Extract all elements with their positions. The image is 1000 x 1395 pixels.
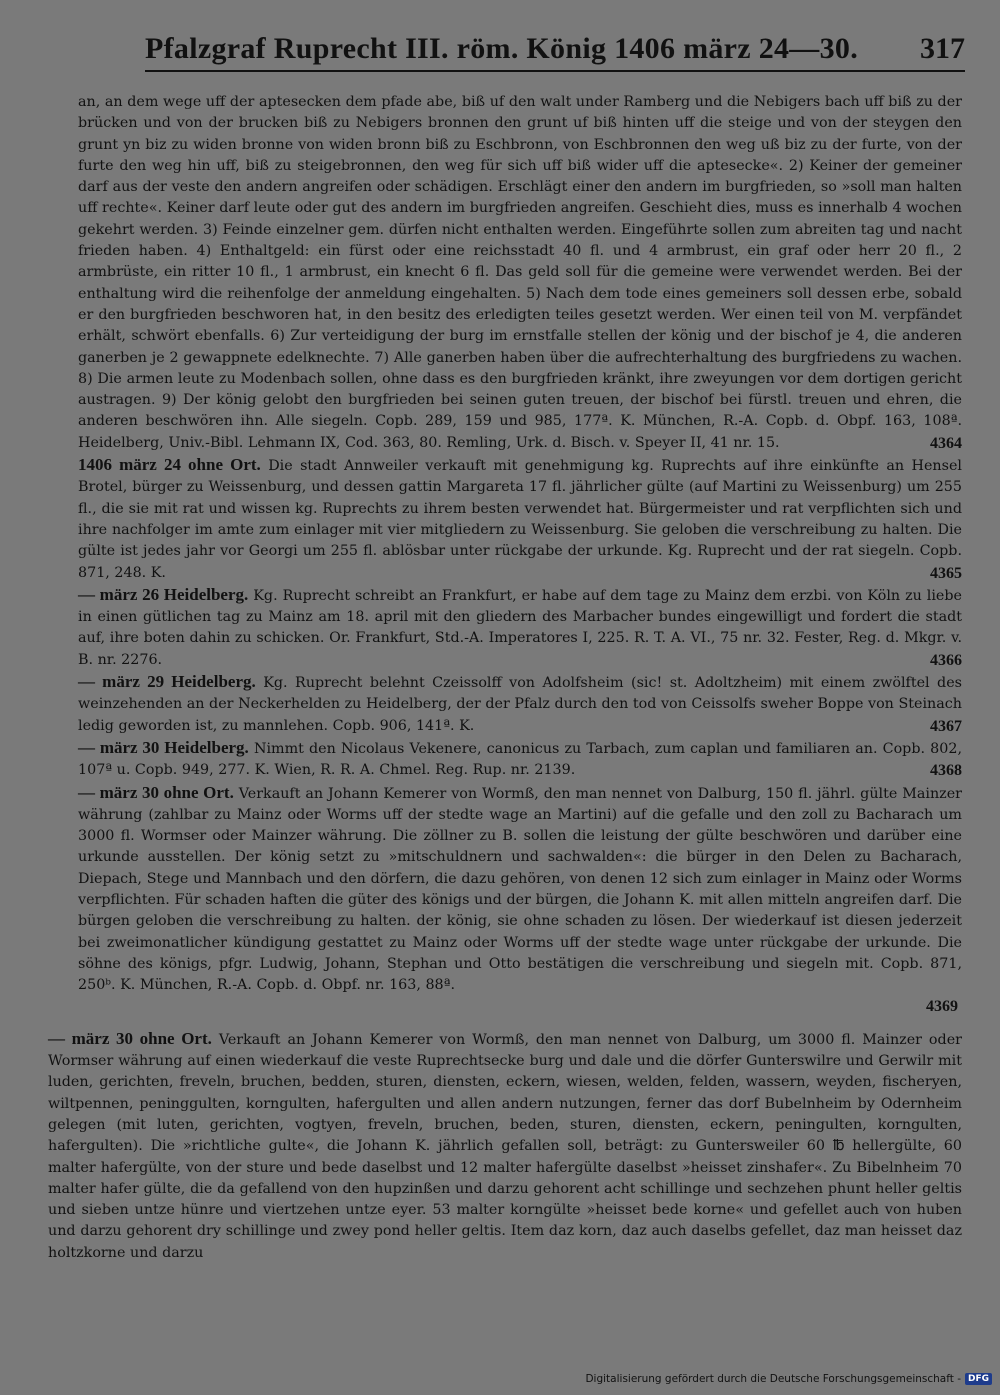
entry-text: Verkauft an Johann Kemerer von Wormß, den man nennet von Dalburg, um 3000 fl. Mainzer oder Wormser währung auf einen wiederkauf die veste Ruprechtsecke burg und dale und die dörfer Gunterswilre und Gerwilr mit luden, gerichten, freveln, bruchen, bedden, sturen, diensten, eckern, wiesen, welden, felden, wassern, weyden, fischeryen, wiltpennen, peninggulten, korngulten, hafergulten und allen andern nutzungen, ferner das dorf Bubelnheim by Odernheim gelegen (mit luten, gerichten, vogtyen, freveln, bruchen, beden, sturen, diensten, eckern, peningulten, korngulten, hafergulten). Die »richtliche gulte«, die Johann K. jährlich gefallen soll, beträgt: zu Guntersweiler 60 ℔ hellergülte, 60 malter hafergülte, von der sture und bede daselbst und 12 malter hafergülte daselbst »heisset zinshafer«. Zu Bibelnheim 70 malter hafer gülte, die da gefallend von den hupzinßen und darzu gehorent acht schillinge und sechzehen phunt heller geltis und sieben untze hünre und viertzehen untze eyer. 53 malter korngülte »heisset bede korne« und gefellet auch von huben und darzu gehorent dry schillinge und zwey pond heller geltis. Item daz korn, daz auch daselbs gefellet, daz man heisset daz holtzkorne und darzu [48,1031,962,1261]
page-number: 317 [920,32,965,65]
continuation-block [78,92,962,454]
continuation-text: an, an dem wege uff der aptesecken dem pfade abe, biß uf den walt under Ramberg und die Nebigers bach uff biß zu der brücken und von der brucken biß zu Nebigers bronnen den grunt uf biß hinten uff die steige und von der steygen den grunt yn biz zu widen bronne von widen bronn biß zu Eschbronn, von Eschbronnen den weg uß biz zu der furte, von der furte den weg hin uff, biß zu steigebronnen, den weg für sich uff biß wider uff die aptesecke«. 2) Keiner der gemeiner darf aus der veste den andern angreifen oder schädigen. Erschlägt einer den andern im burgfrieden, so »soll man halten uff rechte«. Keiner darf leute oder gut des andern im burgfrieden angreifen. Geschieht dies, muss es innerhalb 4 wochen gekehrt werden. 3) Feinde einzelner gem. dürfen nicht enthalten werden. Eingeführte sollen zum abreiten tag und nacht frieden haben. 4) Enthaltgeld: ein fürst oder eine reichsstadt 40 fl. und 4 armbrust, ein graf oder herr 20 fl., 2 armbrüste, ein ritter 10 fl., 1 armbrust, ein knecht 6 fl. Das geld soll für die gemeine were verwendet werden. Bei der enthaltung wird die reihenfolge der anmeldung eingehalten. 5) Nach dem tode eines gemeiners soll dessen erbe, sobald er den burgfrieden beschworen hat, in den besitz des erledigten teiles gesetzt werden. Wer einen teil von M. verpfändet erhält, schwört ebenfalls. 6) Zur verteidigung der burg im ernstfalle stellen der könig und der bischof je 4, die anderen ganerben je 2 gewappnete edelknechte. 7) Alle ganerben haben über die aufrechterhaltung des burgfriedens zu wachen. 8) Die armen leute zu Modenbach sollen, ohne dass es den burgfrieden kränkt, ihre zweyungen vor dem dortigen gericht austragen. 9) Der könig gelobt den burgfrieden bei seinen guten treuen, der bischof bei fürstl. treuen und ehren, die anderen beschwören ihn. Alle siegeln. Copb. 289, 159 und 985, 177ª. K. München, R.-A. Copb. d. Obpf. 163, 108ª. Heidelberg, Univ.-Bibl. Lehmann IX, Cod. 363, 80. Remling, Urk. d. Bisch. v. Speyer II, 41 nr. 15. [78,94,962,451]
entry-4368 [78,737,962,782]
page-title: Pfalzgraf Ruprecht III. röm. König 1406 märz 24—30. [145,32,858,65]
entry-4367 [78,671,962,737]
entry-number: 4364 [930,434,962,452]
entry-heading: — märz 29 Heidelberg. [78,672,256,692]
dfg-logo: DFG [965,1373,992,1385]
entry-heading: — märz 30 Heidelberg. [78,737,249,757]
entry-text: Nimmt den Nicolaus Vekenere, canonicus zu Tarbach, zum caplan und familiaren an. Copb. 802, 107ª u. Copb. 949, 277. K. Wien, R. R. A. Chmel. Reg. Rup. nr. 2139. [78,740,963,779]
entry-number: 4369 [926,998,958,1016]
entry-number: 4368 [930,762,962,780]
footer-text: Digitalisierung gefördert durch die Deutsche Forschungsgemeinschaft - [585,1373,961,1385]
entry-text: Kg. Ruprecht belehnt Czeissolff von Adolfsheim (sic! st. Adoltzheim) mit einem zwölftel des weinzehenden an der Neckerhelden zu Heidelberg, der der Pfalz durch den tod von Ceissolfs sweher Boppe von Steinach ledig geworden ist, zu mannlehen. Copb. 906, 141ª. K. [78,675,963,734]
entry-text: Die stadt Annweiler verkauft mit genehmigung kg. Ruprechts auf ihre einkünfte an Hensel Brotel, bürger zu Weissenburg, und dessen gattin Margareta 17 fl. jährlicher gülte (auf Martini zu Weissenburg) um 255 fl., die sie mit rat und wissen kg. Ruprechts zu ihrem besten verwendet hat. Bürgermeister und rat verpflichten sich und ihre nachfolger im amte zum einlager mit vier mitgliedern zu Weissenburg. Sie geloben die verschreibung zu halten. Die gülte ist jedes jahr vor Georgi um 255 fl. ablösbar unter rückgabe der urkunde. Kg. Ruprecht und der rat siegeln. Copb. 871, 248. K. [78,458,963,581]
entry-heading: — märz 30 ohne Ort. [78,782,234,802]
entry-heading: — märz 26 Heidelberg. [78,584,249,604]
footer-credit [585,1371,992,1387]
page-header [145,30,965,72]
entry-number: 4367 [930,717,962,735]
entry-number: 4366 [930,651,962,669]
entry-4365 [78,454,962,584]
body-text [48,92,963,1264]
entry-heading: — märz 30 ohne Ort. [48,1028,212,1048]
entry-number: 4365 [930,564,962,582]
entry-4369 [78,782,962,1018]
entry-4366 [78,584,962,671]
entry-text: Verkauft an Johann Kemerer von Wormß, den man nennet von Dalburg, 150 fl. jährl. gülte Mainzer währung (zahlbar zu Mainz oder Worms uff der stedte wage an Martini) auf die gefalle und den zoll zu Bacharach um 3000 fl. Wormser oder Mainzer währung. Die zöllner zu B. sollen die leistung der gülte beschwören und darüber eine urkunde ausstellen. Der könig setzt zu »mitschuldnern und sachwalden«: die bürger in den Delen zu Bacharach, Diepach, Stege und Mannbach und den dörfern, die dazu gehören, von denen 12 sich zum einlager in Mainz oder Worms verpflichten. Für schaden haften die güter des königs und der bürgen, die Johann K. mit allen mitteln angreifen darf. Die bürgen geloben die verschreibung zu halten. der könig, sie ohne schaden zu lösen. Der wiederkauf ist diesen jederzeit bei zweimonatlicher kündigung gestattet zu Mainz oder Worms uff der stedte wage unter rückgabe der urkunde. Die söhne des königs, pfgr. Ludwig, Johann, Stephan und Otto bestätigen die verschreibung und siegeln mit. Copb. 871, 250ᵇ. K. München, R.-A. Copb. d. Obpf. nr. 163, 88ª. [78,785,962,994]
entry-last [48,1028,962,1264]
entry-text: Kg. Ruprecht schreibt an Frankfurt, er habe auf dem tage zu Mainz dem erzbi. von Köln zu liebe in einen gütlichen tag zu Mainz am 18. april mit den gliedern des Marbacher bundes eingewilligt und fordert die stadt auf, ihre boten dahin zu schicken. Or. Frankfurt, Std.-A. Imperatores I, 225. R. T. A. VI., 75 nr. 32. Fester, Reg. d. Mkgr. v. B. nr. 2276. [78,587,962,668]
entry-heading: 1406 märz 24 ohne Ort. [78,455,261,475]
